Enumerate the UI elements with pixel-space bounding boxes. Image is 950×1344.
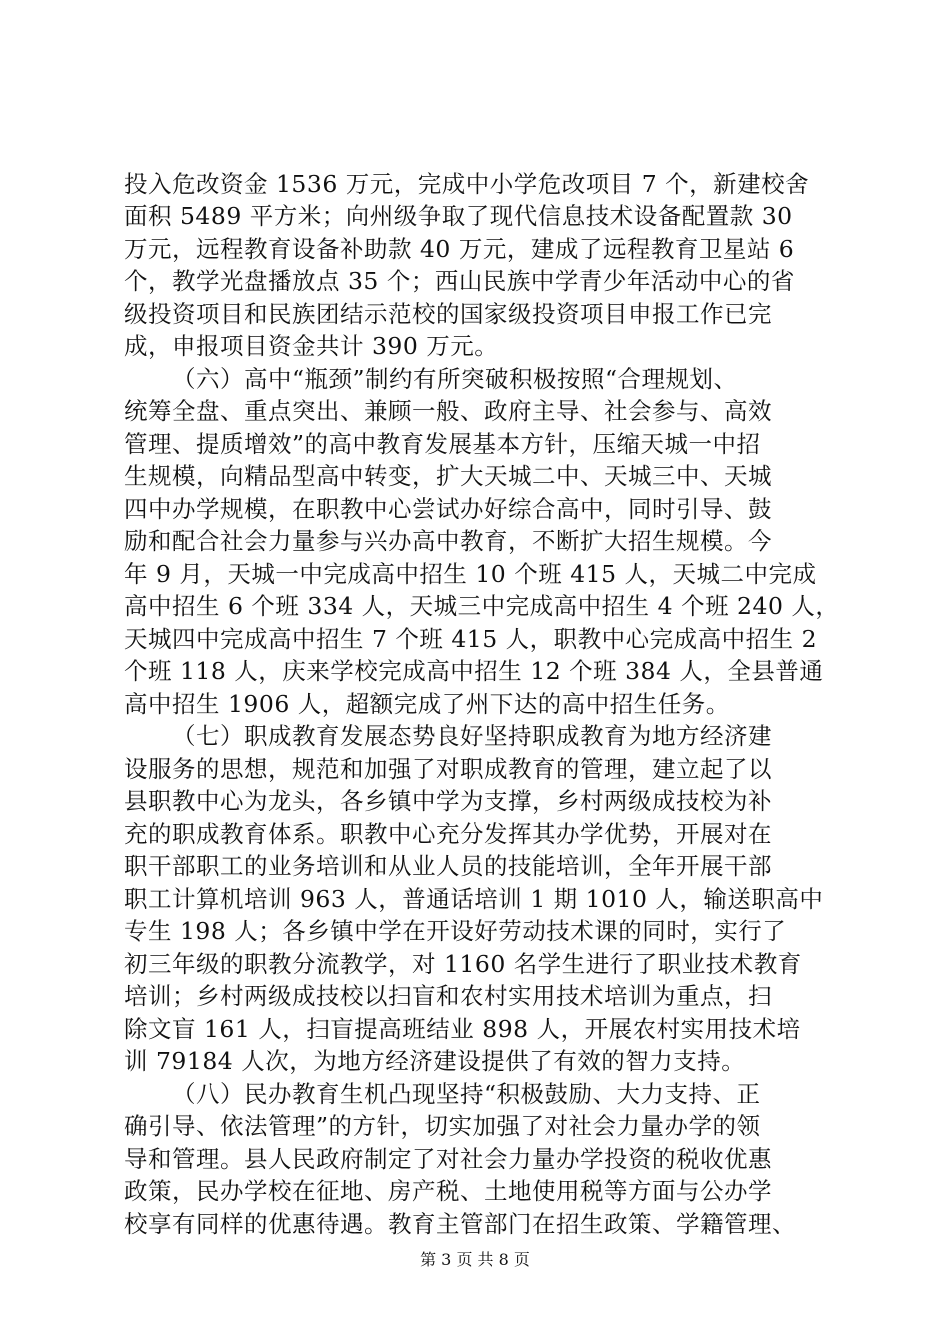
text-line: 高中招生 6 个班 334 人，天城三中完成高中招生 4 个班 240 人， bbox=[124, 592, 840, 620]
text-line: 统筹全盘、重点突出、兼顾一般、政府主导、社会参与、高效 bbox=[124, 397, 772, 425]
text-line: 年 9 月，天城一中完成高中招生 10 个班 415 人，天城二中完成 bbox=[124, 560, 817, 588]
text-line: 政策，民办学校在征地、房产税、土地使用税等方面与公办学 bbox=[124, 1177, 772, 1205]
text-line: 管理、提质增效”的高中教育发展基本方针，压缩天城一中招 bbox=[124, 430, 761, 458]
text-line: 高中招生 1906 人，超额完成了州下达的高中招生任务。 bbox=[124, 690, 730, 718]
text-line: 充的职成教育体系。职教中心充分发挥其办学优势，开展对在 bbox=[124, 820, 772, 848]
page-number-footer: 第 3 页 共 8 页 bbox=[420, 1250, 530, 1269]
text-line: 投入危改资金 1536 万元，完成中小学危改项目 7 个，新建校舍 bbox=[124, 170, 810, 198]
text-line: 设服务的思想，规范和加强了对职成教育的管理，建立起了以 bbox=[124, 755, 772, 783]
paragraph-heading-6: （六）高中“瓶颈”制约有所突破积极按照“合理规划、 bbox=[172, 365, 738, 393]
text-line: 初三年级的职教分流教学，对 1160 名学生进行了职业技术教育 bbox=[124, 950, 802, 978]
text-line: 万元，远程教育设备补助款 40 万元，建成了远程教育卫星站 6 bbox=[124, 235, 795, 263]
text-line: 县职教中心为龙头，各乡镇中学为支撑，乡村两级成技校为补 bbox=[124, 787, 772, 815]
text-line: 成，申报项目资金共计 390 万元。 bbox=[124, 332, 499, 360]
paragraph-heading-8: （八）民办教育生机凸现坚持“积极鼓励、大力支持、正 bbox=[172, 1080, 761, 1108]
text-line: 确引导、依法管理”的方针，切实加强了对社会力量办学的领 bbox=[124, 1112, 761, 1140]
text-line: 个班 118 人，庆来学校完成高中招生 12 个班 384 人，全县普通 bbox=[124, 657, 824, 685]
text-line: 生规模，向精品型高中转变，扩大天城二中、天城三中、天城 bbox=[124, 462, 772, 490]
text-line: 除文盲 161 人，扫盲提高班结业 898 人，开展农村实用技术培 bbox=[124, 1015, 801, 1043]
text-line: 培训；乡村两级成技校以扫盲和农村实用技术培训为重点，扫 bbox=[124, 982, 772, 1010]
text-line: 专生 198 人；各乡镇中学在开设好劳动技术课的同时，实行了 bbox=[124, 917, 787, 945]
text-line: 职干部职工的业务培训和从业人员的技能培训，全年开展干部 bbox=[124, 852, 772, 880]
text-line: 级投资项目和民族团结示范校的国家级投资项目申报工作已完 bbox=[124, 300, 772, 328]
text-line: 导和管理。县人民政府制定了对社会力量办学投资的税收优惠 bbox=[124, 1145, 772, 1173]
text-line: 励和配合社会力量参与兴办高中教育，不断扩大招生规模。今 bbox=[124, 527, 772, 555]
text-line: 四中办学规模，在职教中心尝试办好综合高中，同时引导、鼓 bbox=[124, 495, 772, 523]
text-line: 训 79184 人次，为地方经济建设提供了有效的智力支持。 bbox=[124, 1047, 746, 1075]
text-line: 校享有同样的优惠待遇。教育主管部门在招生政策、学籍管理、 bbox=[124, 1210, 796, 1238]
text-line: 天城四中完成高中招生 7 个班 415 人，职教中心完成高中招生 2 bbox=[124, 625, 818, 653]
text-line: 面积 5489 平方米；向州级争取了现代信息技术设备配置款 30 bbox=[124, 202, 793, 230]
paragraph-heading-7: （七）职成教育发展态势良好坚持职成教育为地方经济建 bbox=[172, 722, 772, 750]
text-line: 个，教学光盘播放点 35 个；西山民族中学青少年活动中心的省 bbox=[124, 267, 795, 295]
text-line: 职工计算机培训 963 人，普通话培训 1 期 1010 人，输送职高中 bbox=[124, 885, 824, 913]
